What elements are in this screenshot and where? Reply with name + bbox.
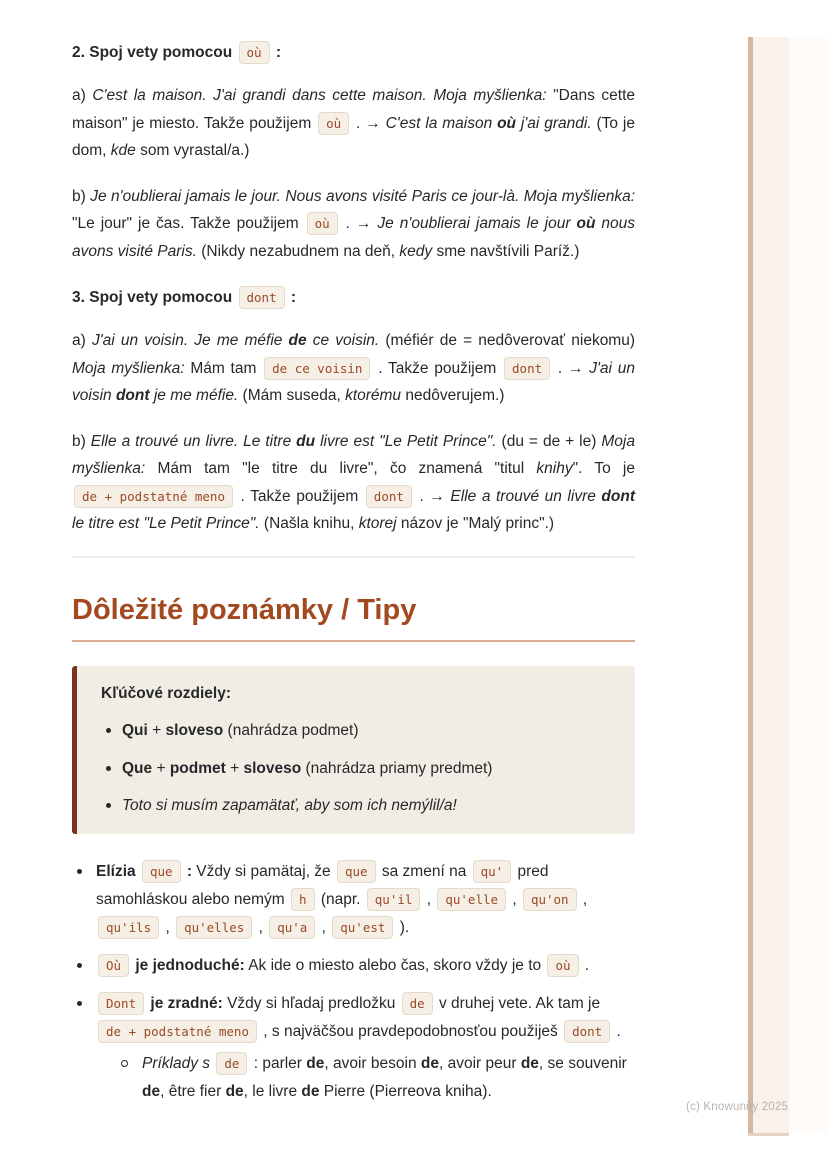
text-segment: je zradné:: [146, 994, 223, 1012]
tip-dont: [72, 990, 635, 1106]
text-segment: . →: [351, 114, 386, 132]
text-segment: ,: [578, 890, 588, 908]
text-segment: Ak ide o miesto alebo čas, skoro vždy je to: [244, 956, 546, 974]
page-edge-strip: [753, 37, 789, 1133]
tips-list: [72, 858, 635, 1106]
text-segment: (Nikdy nezabudnem na deň,: [196, 242, 400, 260]
text-segment: de: [301, 1082, 320, 1100]
text-segment: sloveso: [243, 759, 302, 777]
inline-code-badge: qu'elle: [437, 888, 506, 911]
text-segment: ,: [422, 890, 436, 908]
text-segment: , se souvenir: [538, 1054, 627, 1072]
callout-item-que: [101, 755, 611, 783]
section-3-example-b: [72, 428, 635, 538]
notes-title: Dôležité poznámky / Tipy: [72, 592, 635, 642]
inline-code-badge: qu': [473, 860, 512, 883]
text-segment: .: [580, 956, 590, 974]
inline-code-badge: qu'elles: [176, 916, 252, 939]
text-segment: (nahrádza podmet): [223, 722, 359, 739]
text-segment: J'ai un voisin. Je me méfie: [91, 332, 289, 349]
text-segment: ).: [395, 918, 410, 936]
section-3-example-a: [72, 327, 635, 410]
text-segment: "Dans cette maison" je miesto. Takže použijem: [72, 87, 635, 132]
text-segment: Kľúčové rozdiely:: [101, 684, 232, 702]
callout-item-reminder: [101, 792, 611, 820]
text-segment: , être fier: [160, 1082, 226, 1100]
text-segment: ktorej: [358, 515, 397, 532]
text-segment: (Mám suseda,: [238, 387, 346, 404]
text-segment: (napr.: [316, 890, 365, 908]
text-segment: v druhej vete. Ak tam je: [434, 994, 601, 1012]
text-segment: nous avons visité Paris.: [72, 215, 635, 260]
text-segment: J'ai un voisin: [72, 359, 635, 404]
text-segment: Elle a trouvé un livre. Le titre: [90, 432, 297, 450]
text-segment: , avoir peur: [438, 1054, 521, 1072]
text-segment: kedy: [399, 242, 433, 260]
tip-dont-text: [96, 995, 621, 1040]
text-segment: de: [420, 1054, 439, 1072]
text-segment: +: [225, 759, 244, 777]
text-segment: kde: [110, 142, 136, 159]
text-segment: ktorému: [345, 387, 402, 404]
text-segment: du: [296, 432, 316, 450]
inline-code-badge: de ce voisin: [264, 357, 370, 380]
inline-code-badge: où: [307, 212, 338, 235]
text-segment: Que: [122, 759, 153, 777]
text-segment: .: [612, 1022, 621, 1040]
text-segment: dont: [115, 387, 150, 404]
text-segment: (nahrádza priamy predmet): [301, 759, 493, 777]
text-segment: ". To je: [572, 460, 635, 477]
callout-item-qui: [101, 717, 611, 745]
text-segment: je jednoduché:: [131, 956, 245, 974]
text-segment: livre est "Le Petit Prince".: [315, 432, 497, 450]
page-edge-bottom-shadow: [748, 1133, 789, 1136]
text-segment: som vyrastal/a.): [135, 142, 250, 159]
text-segment: :: [182, 862, 192, 880]
inline-code-badge: qu'est: [332, 916, 393, 939]
text-segment: où: [497, 114, 517, 132]
section-2-heading: [72, 38, 635, 68]
text-segment: : parler: [249, 1054, 307, 1072]
text-segment: . Takže použijem: [235, 487, 364, 505]
text-segment: b): [72, 432, 91, 450]
text-segment: (du = de + le): [496, 432, 602, 450]
text-segment: . →: [552, 359, 590, 377]
text-segment: Vždy si hľadaj predložku: [222, 994, 400, 1012]
text-segment: knihy: [536, 460, 573, 477]
inline-code-badge: de + podstatné meno: [74, 485, 233, 508]
text-segment: . →: [339, 215, 378, 232]
text-segment: , s najväčšou pravdepodobnosťou použiješ: [259, 1022, 563, 1040]
text-segment: Elle a trouvé un livre: [450, 487, 602, 505]
text-segment: Vždy si pamätaj, že: [191, 862, 335, 880]
text-segment: où: [576, 215, 596, 232]
inline-code-badge: où: [547, 954, 578, 977]
section-3-heading: [72, 283, 635, 313]
inline-code-badge: qu'ils: [98, 916, 159, 939]
document-page: [72, 38, 635, 1116]
text-segment: Qui: [122, 722, 148, 739]
text-segment: ,: [317, 918, 331, 936]
key-differences-callout: [72, 666, 635, 834]
text-segment: de: [520, 1054, 539, 1072]
text-segment: C'est la maison: [385, 114, 498, 132]
text-segment: Toto si musím zapamätať, aby som ich nemýlil/a!: [122, 797, 457, 814]
text-segment: nedôverujem.): [401, 387, 505, 404]
text-segment: ,: [254, 918, 268, 936]
inline-code-badge: dont: [504, 357, 550, 380]
text-segment: . →: [413, 487, 451, 505]
tip-ou: [72, 952, 635, 980]
text-segment: je me méfie.: [149, 387, 239, 404]
text-segment: Príklady s: [142, 1054, 215, 1072]
inline-code-badge: dont: [366, 485, 412, 508]
section-2-example-a: [72, 82, 635, 165]
tip-elision: [72, 858, 635, 942]
inline-code-badge: que: [337, 860, 376, 883]
text-segment: sa zmení na: [377, 862, 471, 880]
text-segment: le titre est "Le Petit Prince".: [72, 515, 260, 532]
callout-title: [101, 680, 611, 708]
inline-code-badge: de: [216, 1052, 247, 1075]
text-segment: (Našla knihu,: [259, 515, 359, 532]
examples-item: [118, 1050, 635, 1106]
text-segment: ce voisin.: [306, 332, 380, 349]
text-segment: Je n'oublierai jamais le jour: [377, 215, 577, 232]
text-segment: Elízia: [96, 862, 140, 880]
text-segment: Mám tam "le titre du livre", čo znamená "titul: [145, 460, 537, 477]
text-segment: podmet: [169, 759, 226, 777]
text-segment: Pierre (Pierreova kniha).: [319, 1082, 492, 1100]
section-divider: [72, 556, 635, 558]
text-segment: dont: [601, 487, 635, 505]
text-segment: 2. Spoj vety pomocou: [72, 44, 237, 61]
text-segment: +: [152, 759, 170, 777]
inline-code-badge: qu'a: [269, 916, 315, 939]
text-segment: :: [271, 44, 282, 61]
text-segment: pred samohláskou alebo nemým: [96, 862, 549, 908]
text-segment: ,: [161, 918, 175, 936]
inline-code-badge: Dont: [98, 992, 144, 1015]
text-segment: a): [72, 87, 93, 104]
section-2-example-b: [72, 183, 635, 266]
text-segment: de: [306, 1054, 325, 1072]
inline-code-badge: qu'on: [523, 888, 577, 911]
text-segment: , avoir besoin: [324, 1054, 421, 1072]
text-segment: j'ai grandi.: [516, 114, 592, 132]
inline-code-badge: Où: [98, 954, 129, 977]
text-segment: . Takže použijem: [372, 359, 503, 377]
text-segment: C'est la maison. J'ai grandi dans cette maison. Moja myšlienka:: [92, 87, 547, 104]
text-segment: Moja myšlienka:: [72, 432, 635, 477]
text-segment: Mám tam: [184, 359, 263, 377]
inline-code-badge: dont: [564, 1020, 610, 1043]
text-segment: , le livre: [243, 1082, 302, 1100]
text-segment: de: [142, 1082, 161, 1100]
inline-code-badge: que: [142, 860, 181, 883]
inline-code-badge: où: [318, 112, 349, 135]
text-segment: b): [72, 187, 91, 205]
text-segment: 3. Spoj vety pomocou: [72, 289, 237, 306]
text-segment: de: [225, 1082, 244, 1100]
inline-code-badge: de: [402, 992, 433, 1015]
inline-code-badge: de + podstatné meno: [98, 1020, 257, 1043]
text-segment: Moja myšlienka:: [72, 359, 185, 377]
text-segment: a): [72, 332, 92, 349]
text-segment: Je n'oublierai jamais le jour. Nous avons visité Paris ce jour-là. Moja myšlienka:: [90, 187, 635, 205]
text-segment: sloveso: [165, 722, 224, 739]
inline-code-badge: h: [291, 888, 315, 911]
callout-list: [101, 717, 611, 820]
inline-code-badge: dont: [239, 286, 285, 309]
text-segment: názov je "Malý princ".): [396, 515, 555, 532]
examples-sublist: [118, 1050, 635, 1106]
text-segment: sme navštívili Paríž.): [432, 242, 580, 260]
text-segment: ,: [508, 890, 521, 908]
inline-code-badge: qu'il: [367, 888, 421, 911]
inline-code-badge: où: [239, 41, 270, 64]
text-segment: :: [286, 289, 297, 306]
copyright-watermark: (c) Knowunity 2025: [686, 1101, 789, 1113]
text-segment: "Le jour" je čas. Takže použijem: [72, 215, 305, 232]
text-segment: +: [147, 722, 166, 739]
text-segment: (To je dom,: [72, 114, 635, 159]
text-segment: de: [288, 332, 307, 349]
page-edge-outer: [789, 37, 828, 1133]
text-segment: (méfiér de = nedôverovať niekomu): [379, 332, 636, 349]
